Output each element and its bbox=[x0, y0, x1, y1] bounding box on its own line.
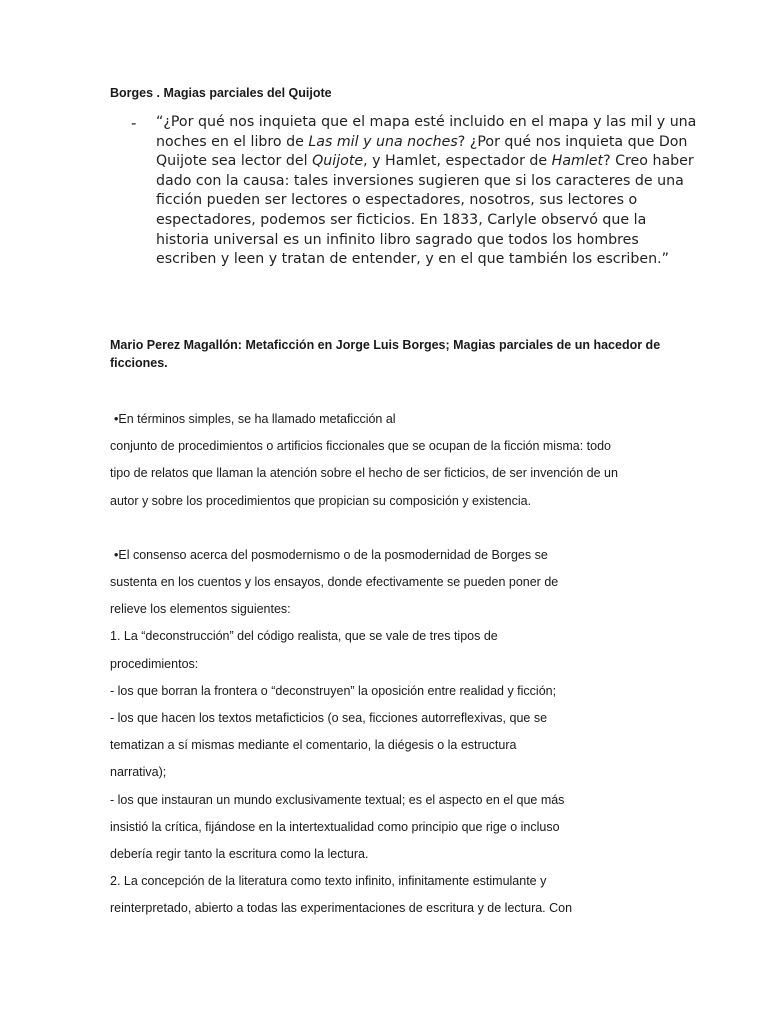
quote-text: ? Creo haber bbox=[603, 153, 694, 170]
body-line: conjunto de procedimientos o artificios ficcionales que se ocupan de la ficción misma: todo bbox=[110, 439, 611, 454]
quote-text: ? ¿Por qué nos inquieta que Don bbox=[457, 133, 688, 150]
body-line: 1. La “deconstrucción” del código realista, que se vale de tres tipos de bbox=[110, 629, 498, 644]
quote-italic-title: Hamlet bbox=[551, 153, 604, 170]
quote-line bbox=[156, 133, 688, 153]
quote-italic-title: Las mil y una noches bbox=[308, 133, 458, 150]
body-line: - los que instauran un mundo exclusivamente textual; es el aspecto en el que más bbox=[110, 792, 565, 807]
quote-text: ficción pueden ser lectores o espectadores, nosotros, sus lectores o bbox=[156, 192, 638, 209]
quote-line bbox=[156, 152, 694, 172]
quote-text: espectadores, podemos ser ficticios. En 1833, Carlyle observó que la bbox=[156, 211, 647, 228]
body-line: reinterpretado, abierto a todas las experimentaciones de escritura y de lectura. Con bbox=[110, 901, 573, 916]
body-line: narrativa); bbox=[110, 765, 167, 780]
paragraph-gap bbox=[110, 515, 670, 542]
quote-text: “¿Por qué nos inquieta que el mapa esté incluido en el mapa y las mil y una bbox=[156, 114, 697, 130]
quote-text: historia universal es un infinito libro sagrado que todos los hombres bbox=[156, 231, 639, 248]
body-line: - los que hacen los textos metaficticios (o sea, ficciones autorreflexivas, que se bbox=[110, 711, 548, 726]
quote-text: , y Hamlet, espectador de bbox=[363, 153, 552, 170]
borges-quote bbox=[156, 113, 697, 270]
quote-line bbox=[156, 211, 656, 231]
quote-line bbox=[156, 250, 669, 270]
body-line: insistió la crítica, fijándose en la intertextualidad como principio que rige o incluso bbox=[110, 819, 560, 834]
section-heading-perez-magallon: Mario Perez Magallón: Metaficción en Jorge Luis Borges; Magias parciales de un hacedor de ficciones. bbox=[110, 338, 661, 370]
body-line: procedimientos: bbox=[110, 656, 199, 671]
body-line: 2. La concepción de la literatura como texto infinito, infinitamente estimulante y bbox=[110, 874, 547, 889]
quote-line bbox=[156, 191, 656, 211]
body-line: relieve los elementos siguientes: bbox=[110, 602, 291, 617]
quote-text: Quijote sea lector del bbox=[156, 153, 313, 170]
body-line: debería regir tanto la escritura como la lectura. bbox=[110, 847, 369, 862]
section-heading-borges: Borges . Magias parciales del Quijote bbox=[110, 86, 332, 100]
body-line: tipo de relatos que llaman la atención sobre el hecho de ser ficticios, de ser invención de un bbox=[110, 466, 618, 481]
quote-text: noches en el libro de bbox=[156, 133, 309, 150]
body-line: autor y sobre los procedimientos que propician su composición y existencia. bbox=[110, 493, 532, 508]
body-line: •En términos simples, se ha llamado metaficción al bbox=[114, 412, 396, 426]
body-line: tematizan a sí mismas mediante el comentario, la diégesis o la estructura bbox=[110, 738, 517, 753]
body-text bbox=[110, 406, 670, 923]
quote-line bbox=[156, 172, 684, 192]
quote-dash-marker: - bbox=[131, 114, 137, 132]
quote-text: escriben y leen y tratan de entender, y en el que también los escriben.” bbox=[156, 251, 669, 268]
quote-italic-title: Quijote bbox=[312, 153, 364, 170]
body-line: sustenta en los cuentos y los ensayos, donde efectivamente se pueden poner de bbox=[110, 575, 559, 590]
body-line: - los que borran la frontera o “deconstruyen” la oposición entre realidad y ficción; bbox=[110, 683, 557, 698]
body-line: •El consenso acerca del posmodernismo o de la posmodernidad de Borges se bbox=[114, 547, 548, 562]
quote-line bbox=[156, 231, 656, 251]
quote-line bbox=[156, 113, 697, 133]
quote-text: dado con la causa: tales inversiones sugieren que si los caracteres de una bbox=[156, 172, 684, 189]
